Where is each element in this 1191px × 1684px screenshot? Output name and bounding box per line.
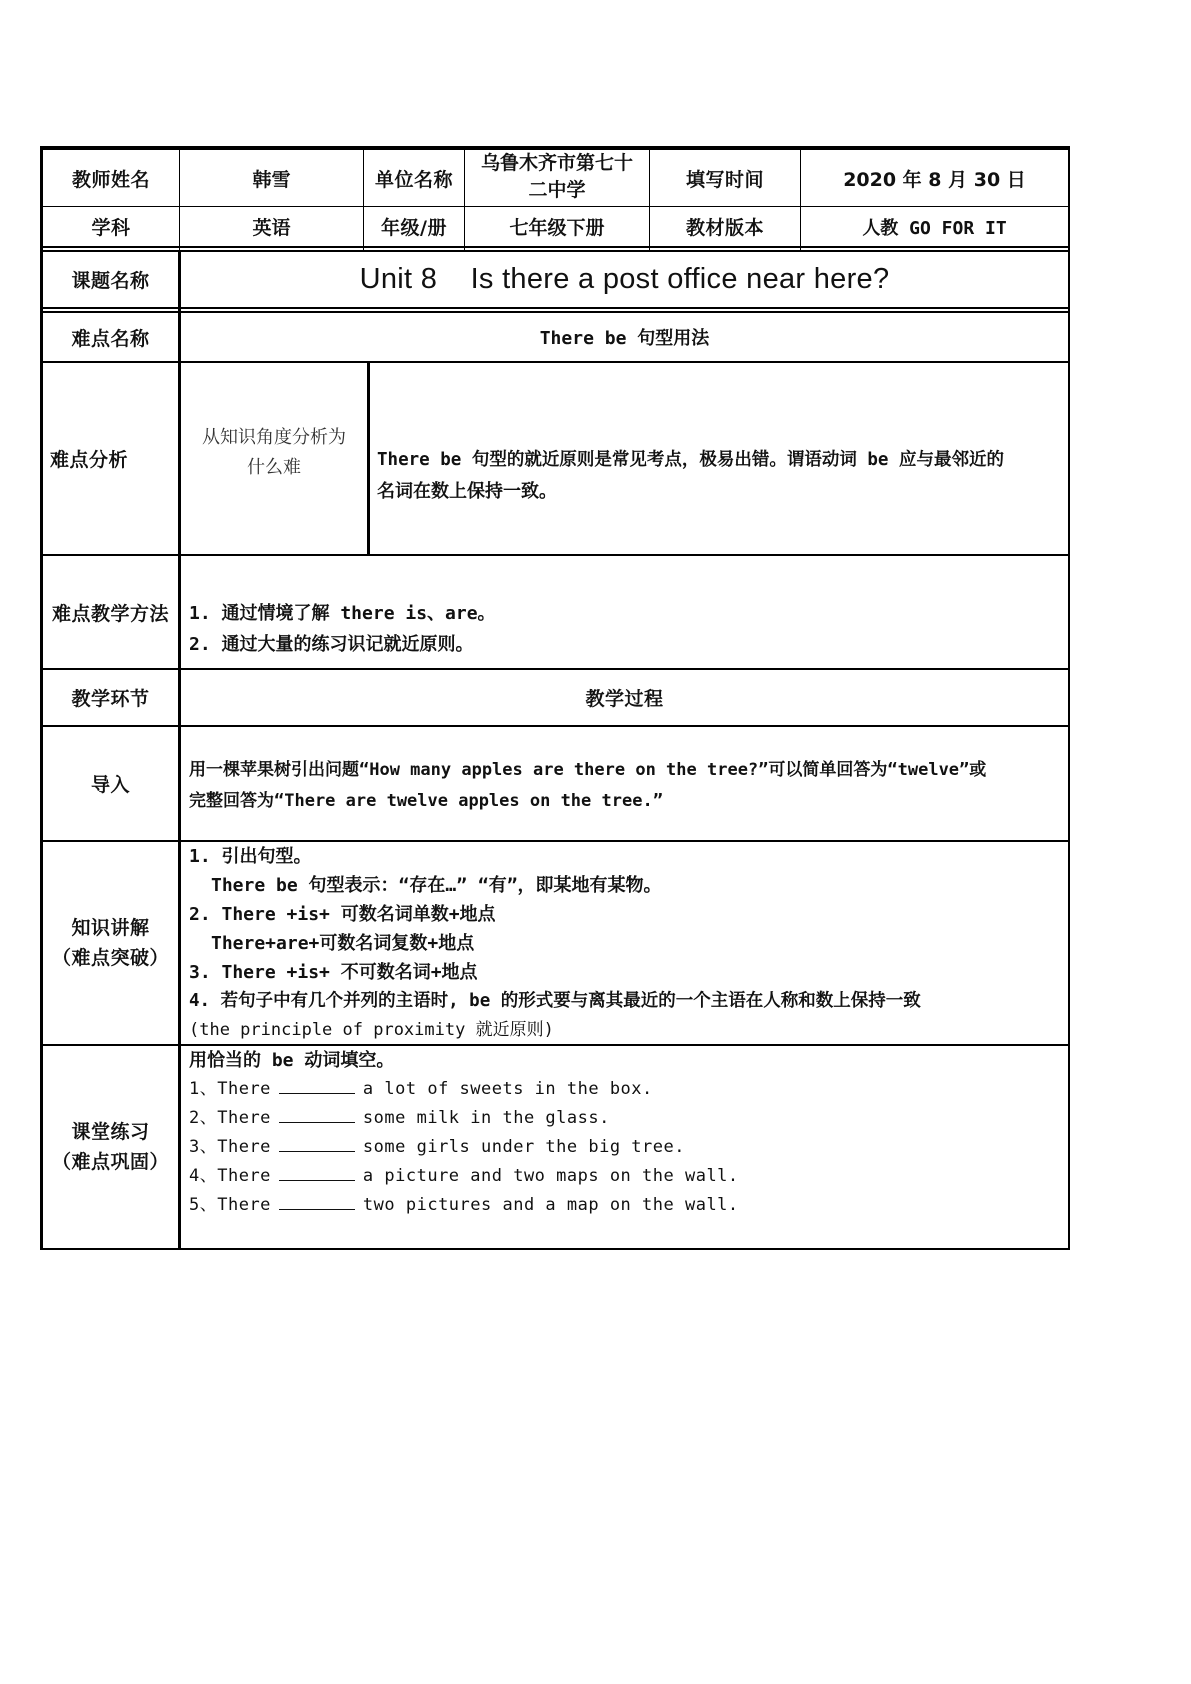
knowledge-line: 2. There +is+ 可数名词单数+地点 [189, 904, 496, 925]
knowledge-line: 3. There +is+ 不可数名词+地点 [189, 962, 478, 983]
subject-label: 学科 [91, 217, 131, 239]
practice-instruction: 用恰当的 be 动词填空。 [189, 1050, 395, 1071]
knowledge-line: 4. 若句子中有几个并列的主语时, be 的形式要与离其最近的一个主语在人称和数上保持一致 [189, 991, 921, 1011]
difficulty-name-value: There be 句型用法 [539, 328, 710, 349]
subject-value: 英语 [252, 217, 291, 239]
difficulty-name-label: 难点名称 [71, 327, 150, 350]
method-item: 1. 通过情境了解 there is、are。 [189, 603, 496, 624]
intro-text-line2: 完整回答为“There are twelve apples on the tree.” [189, 791, 663, 811]
row-divider [40, 554, 1070, 556]
lesson-title-value: Unit 8 Is there a post office near here? [359, 263, 890, 295]
teaching-process-header: 教学过程 [585, 688, 664, 710]
fill-date-value: 2020 年 8 月 30 日 [843, 168, 1026, 191]
analysis-sublabel-line2: 什么难 [247, 456, 301, 478]
unit-name-line2: 二中学 [528, 179, 586, 201]
exercise-number: 5、There [189, 1195, 271, 1215]
answer-blank[interactable] [279, 1135, 355, 1152]
analysis-sublabel-line1: 从知识角度分析为 [202, 426, 346, 448]
col-divider-analysis [367, 361, 370, 555]
exercise-text: some girls under the big tree. [362, 1137, 685, 1157]
exercise-item [189, 1075, 1064, 1104]
lesson-title-label: 课题名称 [71, 270, 150, 292]
practice-label-line2: （难点巩固） [51, 1151, 169, 1173]
grade-label: 年级/册 [381, 217, 447, 239]
knowledge-list [189, 842, 1064, 1045]
exercise-item [189, 1104, 1064, 1133]
fill-date-label: 填写时间 [685, 168, 764, 191]
grade-value: 七年级下册 [509, 217, 605, 239]
knowledge-line: (the principle of proximity 就近原则) [189, 1020, 554, 1040]
practice-label [43, 1046, 178, 1248]
method-label: 难点教学方法 [51, 602, 169, 625]
unit-name-label: 单位名称 [374, 168, 453, 191]
answer-blank[interactable] [279, 1193, 355, 1210]
method-item: 2. 通过大量的练习识记就近原则。 [189, 634, 474, 655]
knowledge-label [43, 842, 178, 1044]
analysis-text-line2: 名词在数上保持一致。 [377, 481, 557, 502]
method-list [189, 598, 1059, 660]
exercise-number: 4、There [189, 1166, 271, 1186]
practice-label-line1: 课堂练习 [71, 1121, 150, 1143]
exercise-item [189, 1133, 1064, 1162]
row-divider [40, 307, 1070, 309]
exercise-number: 3、There [189, 1137, 271, 1157]
teacher-name-label: 教师姓名 [71, 168, 150, 191]
exercise-number: 2、There [189, 1108, 271, 1128]
exercise-text: two pictures and a map on the wall. [362, 1195, 739, 1215]
exercise-text: some milk in the glass. [362, 1108, 610, 1128]
analysis-text-line1: There be 句型的就近原则是常见考点，极易出错。谓语动词 be 应与最邻近的 [377, 450, 1004, 470]
intro-label: 导入 [90, 774, 130, 796]
edition-label: 教材版本 [685, 217, 764, 239]
exercise-text: a lot of sweets in the box. [362, 1079, 653, 1099]
intro-text [189, 755, 1064, 817]
answer-blank[interactable] [279, 1164, 355, 1181]
unit-name-value [465, 148, 649, 206]
row-divider [40, 246, 1070, 248]
knowledge-line: There+are+可数名词复数+地点 [211, 933, 475, 954]
knowledge-line: There be 句型表示：“存在…” “有”，即某地有某物。 [211, 875, 662, 896]
row-divider [40, 725, 1070, 727]
intro-text-line1: 用一棵苹果树引出问题“How many apples are there on the tree?”可以简单回答为“twelve”或 [189, 760, 987, 780]
exercise-number: 1、There [189, 1079, 271, 1099]
answer-blank[interactable] [279, 1077, 355, 1094]
knowledge-label-line1: 知识讲解 [71, 917, 150, 939]
knowledge-label-line2: （难点突破） [51, 947, 169, 969]
analysis-sublabel [181, 363, 367, 554]
analysis-text [377, 445, 1067, 507]
edition-value: 人教 GO FOR IT [862, 217, 1007, 239]
exercise-text: a picture and two maps on the wall. [362, 1166, 739, 1186]
knowledge-line: 1. 引出句型。 [189, 846, 312, 867]
table-border-bottom [40, 1248, 1070, 1250]
teaching-stage-header: 教学环节 [71, 688, 150, 710]
answer-blank[interactable] [279, 1106, 355, 1123]
practice-list [189, 1046, 1064, 1220]
exercise-item [189, 1162, 1064, 1191]
teacher-name-value: 韩雪 [252, 168, 291, 191]
unit-name-line1: 乌鲁木齐市第七十 [480, 152, 633, 174]
exercise-item [189, 1191, 1064, 1220]
analysis-label: 难点分析 [50, 449, 129, 471]
